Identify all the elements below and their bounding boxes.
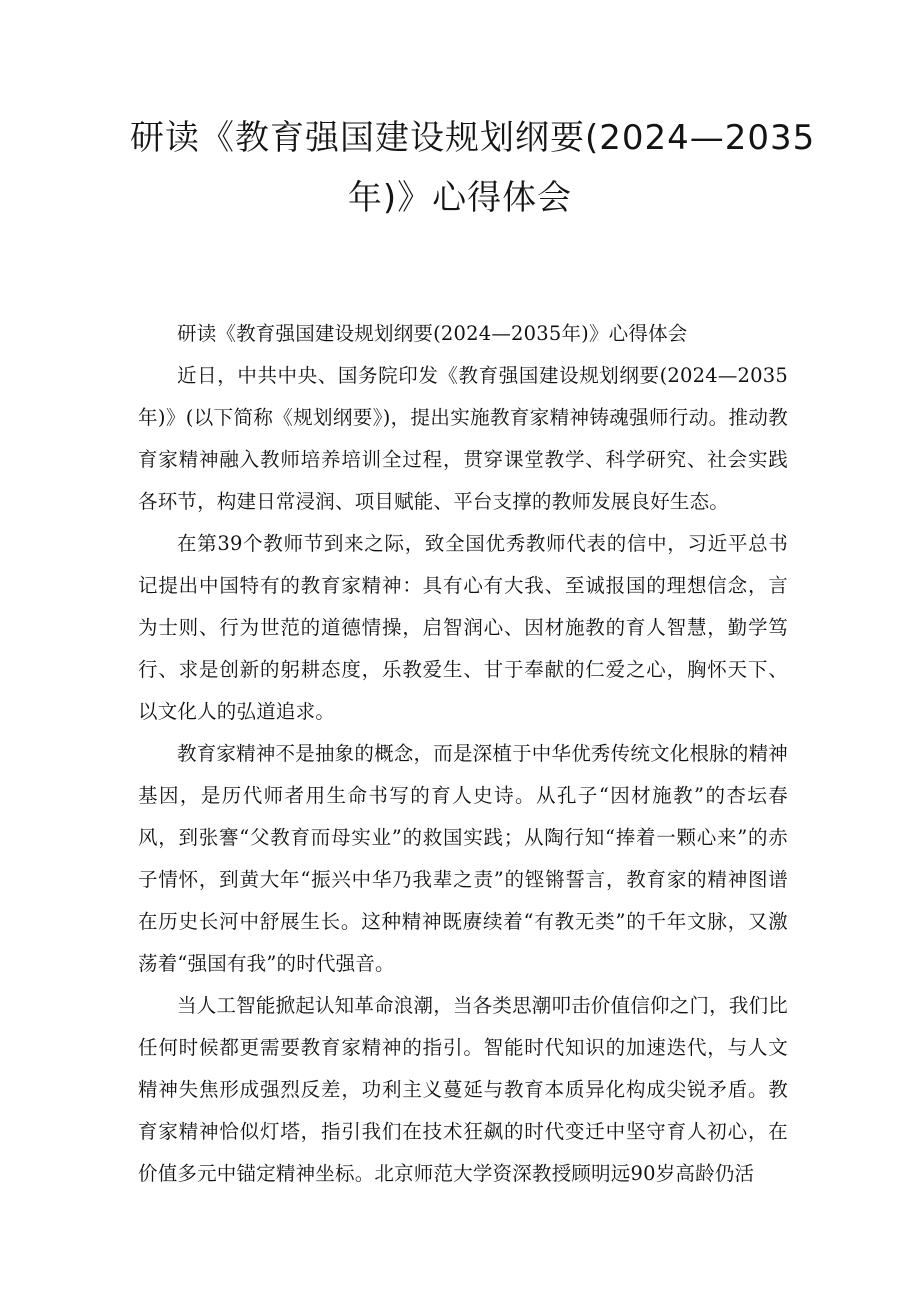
paragraph-1: 近日，中共中央、国务院印发《教育强国建设规划纲要(2024—2035年)》(以下简称《规划纲要》)，提出实施教育家精神铸魂强师行动。推动教育家精神融入教师培养培训全过程，贯穿课堂教学、科学研究、社会实践各环节，构建日常浸润、项目赋能、平台支撑的教师发展良好生态。 [138, 364, 788, 513]
title-line-2: 年)》心得体会 [347, 178, 573, 218]
title-line-1: 研读《教育强国建设规划纲要(2024—2035 [130, 118, 816, 158]
paragraph-subtitle: 研读《教育强国建设规划纲要(2024—2035年)》心得体会 [177, 322, 688, 345]
document-body [138, 313, 788, 1195]
document-title [130, 108, 816, 228]
paragraph-4: 当人工智能掀起认知革命浪潮，当各类思潮叩击价值信仰之门，我们比任何时候都更需要教育家精神的指引。智能时代知识的加速迭代，与人文精神失焦形成强烈反差，功利主义蔓延与教育本质异化构成尖锐矛盾。教育家精神恰似灯塔，指引我们在技术狂飙的时代变迁中坚守育人初心，在价值多元中锚定精神坐标。北京师范大学资深教授顾明远90岁高龄仍活 [138, 994, 788, 1185]
paragraph-2: 在第39个教师节到来之际，致全国优秀教师代表的信中，习近平总书记提出中国特有的教育家精神：具有心有大我、至诚报国的理想信念，言为士则、行为世范的道德情操，启智润心、因材施教的育人智慧，勤学笃行、求是创新的躬耕态度，乐教爱生、甘于奉献的仁爱之心，胸怀天下、以文化人的弘道追求。 [138, 532, 788, 723]
paragraph-3: 教育家精神不是抽象的概念，而是深植于中华优秀传统文化根脉的精神基因，是历代师者用生命书写的育人史诗。从孔子“因材施教”的杏坛春风，到张謇“父教育而母实业”的救国实践；从陶行知“捧着一颗心来”的赤子情怀，到黄大年“振兴中华乃我辈之责”的铿锵誓言，教育家的精神图谱在历史长河中舒展生长。这种精神既赓续着“有教无类”的千年文脉，又激荡着“强国有我”的时代强音。 [138, 742, 788, 975]
